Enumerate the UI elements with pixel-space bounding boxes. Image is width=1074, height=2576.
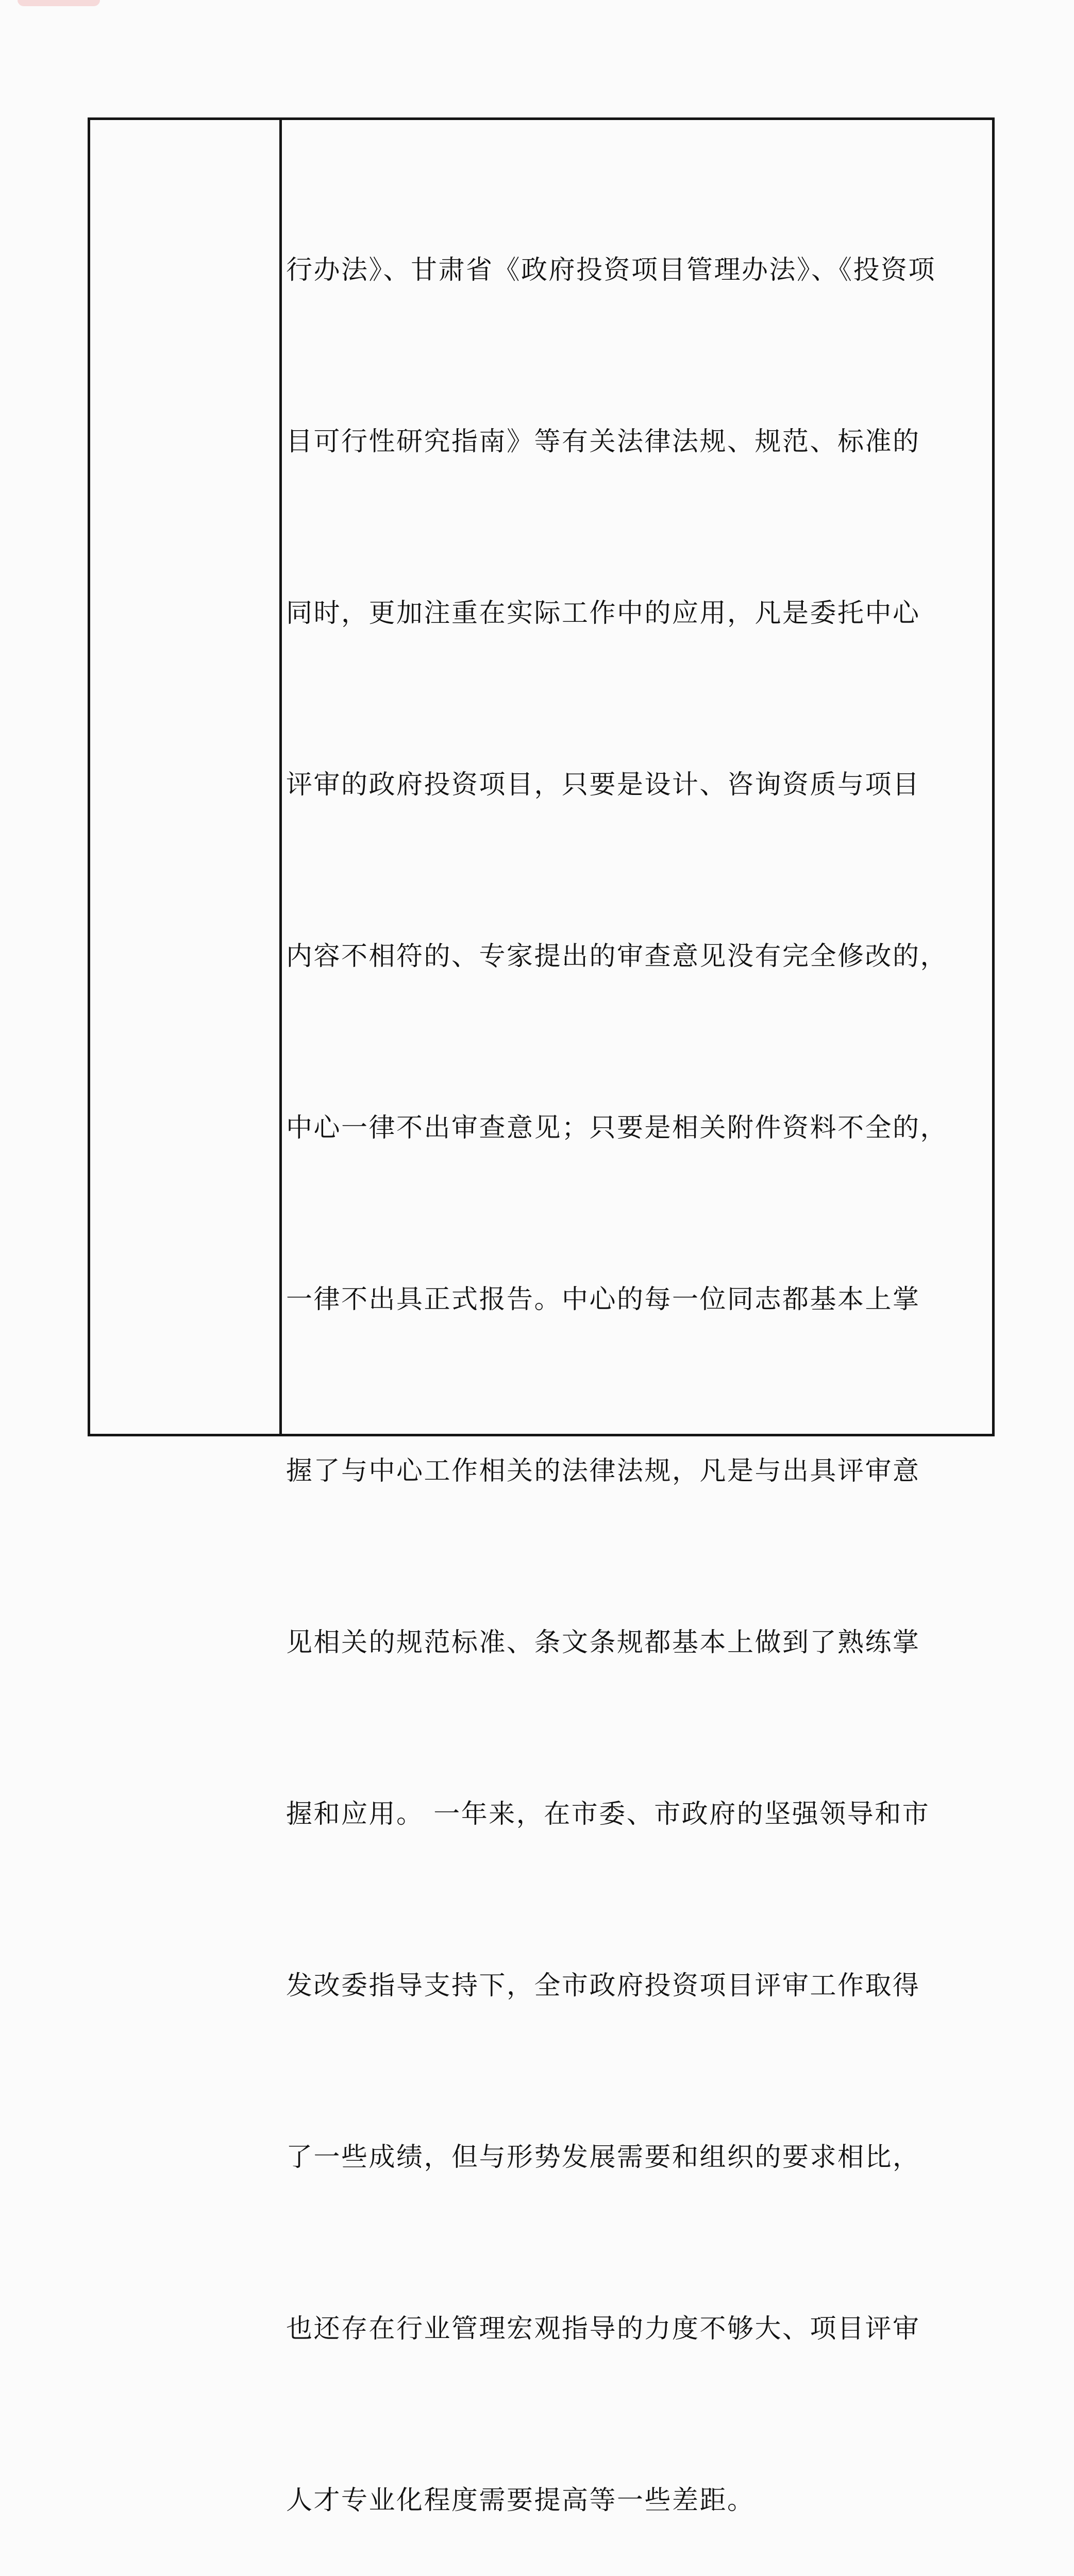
- text-line: 行办法》、甘肃省《政府投资项目管理办法》、《投资项: [286, 255, 936, 285]
- text-line: 评审的政府投资项目，只要是设计、咨询资质与项目: [286, 770, 920, 800]
- text-line: 握和应用。 一年来，在市委、市政府的坚强领导和市: [286, 1799, 930, 1829]
- label-column-cell: [90, 120, 282, 1434]
- text-line: 发改委指导支持下，全市政府投资项目评审工作取得: [286, 1971, 920, 2001]
- text-line: 见相关的规范标准、条文条规都基本上做到了熟练掌: [286, 1628, 920, 1658]
- text-line: 中心一律不出审查意见；只要是相关附件资料不全的，: [286, 1113, 948, 1143]
- text-line: 握了与中心工作相关的法律法规，凡是与出具评审意: [286, 1456, 920, 1486]
- form-table: [88, 117, 995, 2516]
- text-line: 内容不相符的、专家提出的审查意见没有完全修改的，: [286, 941, 948, 972]
- content-column-cell: [282, 120, 992, 2516]
- text-line: 人才专业化程度需要提高等一些差距。: [286, 2485, 755, 2516]
- text-line: 也还存在行业管理宏观指导的力度不够大、项目评审: [286, 2314, 920, 2344]
- text-line: 了一些成绩，但与形势发展需要和组织的要求相比，: [286, 2142, 920, 2173]
- text-line: 同时，更加注重在实际工作中的应用，凡是委托中心: [286, 598, 920, 629]
- report-text: [282, 127, 993, 2576]
- text-line: 目可行性研究指南》等有关法律法规、规范、标准的: [286, 427, 920, 457]
- text-line: 一律不出具正式报告。中心的每一位同志都基本上掌: [286, 1284, 920, 1315]
- red-stamp-fragment: [18, 0, 100, 6]
